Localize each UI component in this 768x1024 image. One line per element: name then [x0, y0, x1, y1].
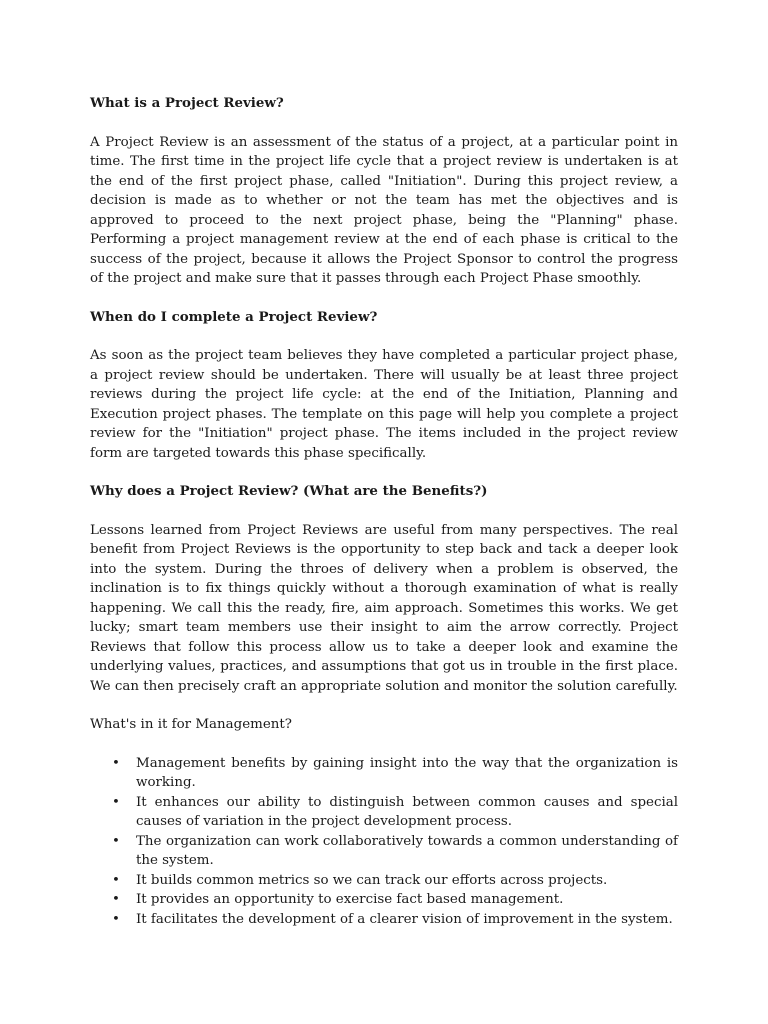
list-item	[90, 910, 678, 930]
list-item-text: It provides an opportunity to exercise fact based management.	[136, 892, 564, 907]
list-item-text: It enhances our ability to distinguish between common causes and special causes of variation in the project development process.	[136, 794, 678, 829]
list-item	[90, 793, 678, 832]
bullet-icon: •	[112, 794, 120, 810]
section-body-what-is: A Project Review is an assessment of the status of a project, at a particular point in time. The first time in the project life cycle that a project review is undertaken is at the end of the first project phase, called "Initiation". During this project review, a decision is made as to whether or not the team has met the objectives and is approved to proceed to the next project phase, being the "Planning" phase. Performing a project management review at the end of each phase is critical to the success of the project, because it allows the Project Sponsor to control the progress of the project and make sure that it passes through each Project Phase smoothly.	[90, 134, 678, 286]
management-benefits-list	[90, 754, 678, 930]
list-item-text: The organization can work collaboratively towards a common understanding of the system.	[136, 833, 678, 868]
list-item	[90, 890, 678, 910]
list-item	[90, 871, 678, 891]
bullet-icon: •	[112, 755, 120, 771]
section-heading-why: Why does a Project Review? (What are the Benefits?)	[90, 483, 488, 499]
section-body-when: As soon as the project team believes they have completed a particular project phase, a project review should be undertaken. There will usually be at least three project reviews during the project life cycle: at the end of the Initiation, Planning and Execution project phases. The template on this page will help you complete a project review for the "Initiation" project phase. The items included in the project review form are targeted towards this phase specifically.	[90, 348, 678, 461]
list-item	[90, 754, 678, 793]
list-item-text: It builds common metrics so we can track our efforts across projects.	[136, 872, 608, 888]
bullet-icon: •	[112, 911, 120, 927]
list-item-text: It facilitates the development of a clearer vision of improvement in the system.	[136, 911, 673, 927]
section-heading-what-is: What is a Project Review?	[90, 95, 284, 111]
list-item-text: Management benefits by gaining insight into the way that the organization is working.	[136, 755, 678, 790]
section-heading-when: When do I complete a Project Review?	[90, 308, 378, 325]
bullet-icon: •	[112, 892, 120, 907]
list-item	[90, 832, 678, 871]
bullet-icon: •	[112, 872, 120, 888]
document-page	[90, 94, 678, 929]
bullet-icon: •	[112, 833, 120, 849]
management-question: What's in it for Management?	[90, 717, 292, 732]
section-body-why: Lessons learned from Project Reviews are useful from many perspectives. The real benefit from Project Reviews is the opportunity to step back and tack a deeper look into the system. During the throes of delivery when a problem is observed, the inclination is to fix things quickly without a thorough examination of what is really happening. We call this the ready, fire, aim approach. Sometimes this works. We get lucky; smart team members use their insight to aim the arrow correctly. Project Reviews that follow this process allow us to take a deeper look and examine the underlying values, practices, and assumptions that got us in trouble in the first place. We can then precisely craft an appropriate solution and monitor the solution carefully.	[90, 522, 678, 694]
